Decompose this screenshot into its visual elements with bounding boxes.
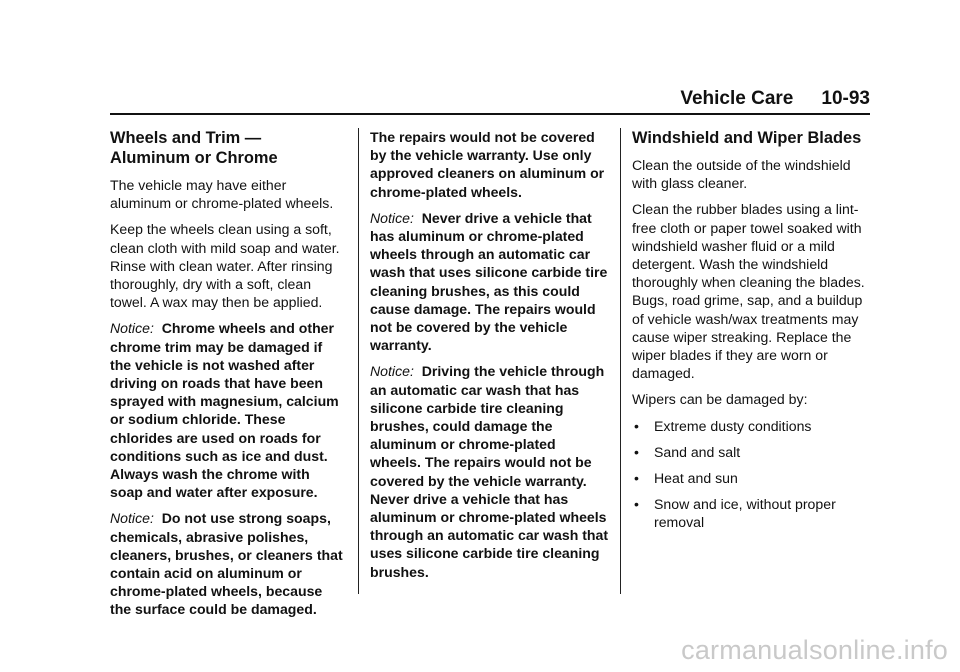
bullet-icon: • (634, 417, 639, 434)
list-item-text: Sand and salt (654, 443, 741, 460)
notice-label: Notice: (110, 320, 154, 337)
notice-label: Notice: (370, 209, 414, 226)
notice-label: Notice: (110, 510, 154, 527)
notice-text: Do not use strong soaps, chemicals, abrasive polishes, cleaners, brushes, or cleaners that contain acid on aluminum or chrome-plated wheels, because the surface could be damaged. (110, 510, 343, 618)
list-item-text: Heat and sun (654, 470, 738, 487)
windshield-heading: Windshield and Wiper Blades (632, 129, 862, 147)
notice-label: Notice: (370, 363, 414, 380)
wiper-damage-intro: Wipers can be damaged by: (632, 391, 808, 408)
wiper-blades-clean: Clean the rubber blades using a lint-free cloth or paper towel soaked with windshield washer fluid or a mild detergent. Wash the windshield thoroughly when cleaning the blades. Bugs, road grime, sap, and a buildup of vehicle wash/wax treatments may cause wiper streaking. Replace the wiper blades if they are worn or damaged. (632, 201, 865, 382)
notice-text: Never drive a vehicle that has aluminum or chrome-plated wheels through an automatic car wash that uses silicone carbide tire cleaning brushes, as this could cause damage. The repairs would not be covered by the vehicle warranty. (370, 209, 608, 354)
list-item (632, 495, 872, 531)
column-2 (370, 128, 610, 589)
list-item-text: Snow and ice, without proper removal (654, 496, 836, 531)
wheels-trim-heading: Wheels and Trim — Aluminum or Chrome (110, 129, 278, 167)
column-3 (632, 128, 872, 540)
bullet-icon: • (634, 496, 639, 513)
bullet-icon: • (634, 470, 639, 487)
notice-car-wash (370, 209, 610, 355)
list-item (632, 417, 872, 435)
column-divider-2 (620, 128, 621, 594)
column-divider-1 (358, 128, 359, 594)
windshield-clean: Clean the outside of the windshield with glass cleaner. (632, 157, 851, 192)
notice-driving-car-wash (370, 362, 610, 580)
page-number: 10-93 (821, 88, 870, 109)
list-item-text: Extreme dusty conditions (654, 417, 812, 434)
section-title: Vehicle Care (680, 88, 794, 109)
wiper-damage-list (632, 417, 872, 532)
page-header (680, 88, 870, 110)
notice-strong-soaps (110, 509, 345, 618)
repairs-not-covered: The repairs would not be covered by the vehicle warranty. Use only approved cleaners on aluminum or chrome-plated wheels. (370, 129, 605, 200)
notice-chrome-trim (110, 319, 345, 501)
watermark: carmanualsonline.info (681, 635, 948, 665)
list-item (632, 443, 872, 461)
wheels-cleaning: Keep the wheels clean using a soft, clean cloth with mild soap and water. Rinse with clean water. After rinsing thoroughly, dry with a soft, clean towel. A wax may then be applied. (110, 221, 340, 311)
notice-text: Chrome wheels and other chrome trim may be damaged if the vehicle is not washed after driving on roads that have been sprayed with magnesium, calcium or sodium chloride. These chlorides are used on roads for conditions such as ice and dust. Always wash the chrome with soap and water after exposure. (110, 320, 339, 501)
header-rule (110, 113, 870, 115)
list-item (632, 469, 872, 487)
wheels-intro: The vehicle may have either aluminum or chrome-plated wheels. (110, 177, 334, 212)
bullet-icon: • (634, 443, 639, 460)
notice-text: Driving the vehicle through an automatic car wash that has silicone carbide tire cleaning brushes, could damage the aluminum or chrome-plated wheels. The repairs would not be covered by the vehicle warranty. Never drive a vehicle that has aluminum or chrome-plated wheels through an automatic car wash that uses silicone carbide tire cleaning brushes. (370, 363, 609, 580)
column-1 (110, 128, 345, 627)
